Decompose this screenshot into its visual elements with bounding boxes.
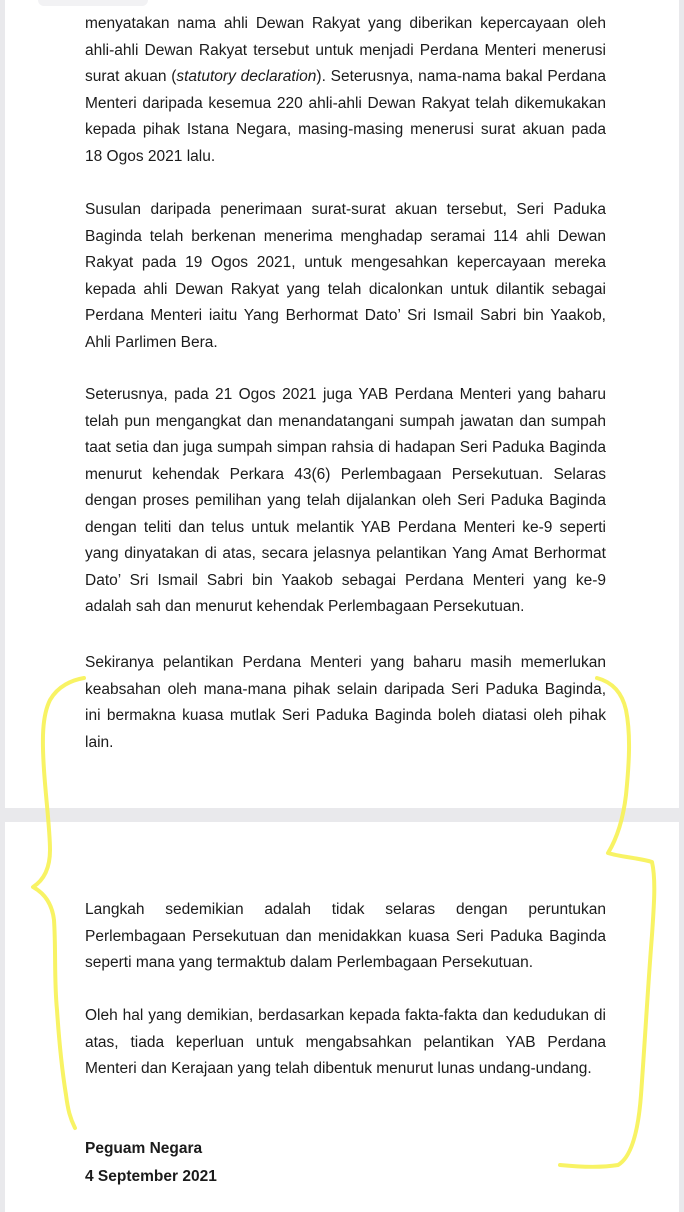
- paragraph-6: Oleh hal yang demikian, berdasarkan kepada fakta-fakta dan kedudukan di atas, tiada keperluan untuk mengabsahkan pelantikan YAB Perdana Menteri dan Kerajaan yang telah dibentuk menurut lunas undang-undang.: [85, 1007, 606, 1077]
- document-page-1: [5, 0, 679, 808]
- paragraph-1-text-b: ). Seterusnya, nama-nama bakal Perdana Menteri daripada kesemua 220 ahli-ahli Dewan Rakyat telah dikemukakan kepada pihak Istana Negara, masing-masing menerusi surat akuan pada 18 Ogos 2021 lalu.: [85, 68, 606, 165]
- paragraph-2: Susulan daripada penerimaan surat-surat akuan tersebut, Seri Paduka Baginda telah berkenan menerima menghadap seramai 114 ahli Dewan Rakyat pada 19 Ogos 2021, untuk mengesahkan kepercayaan mereka kepada ahli Dewan Rakyat yang telah dicalonkan untuk dilantik sebagai Perdana Menteri iaitu Yang Berhormat Dato’ Sri Ismail Sabri bin Yaakob, Ahli Parlimen Bera.: [85, 201, 606, 351]
- page-tab: [38, 0, 148, 6]
- paragraph-1: [85, 11, 606, 170]
- document-page-2: [5, 822, 679, 1212]
- paragraph-3: Seterusnya, pada 21 Ogos 2021 juga YAB Perdana Menteri yang baharu telah pun mengangkat dan menandatangani sumpah jawatan dan sumpah taat setia dan juga sumpah simpan rahsia di hadapan Seri Paduka Baginda menurut kehendak Perkara 43(6) Perlembagaan Persekutuan. Selaras dengan proses pemilihan yang telah dijalankan oleh Seri Paduka Baginda dengan teliti dan telus untuk melantik YAB Perdana Menteri ke-9 seperti yang dinyatakan di atas, secara jelasnya pelantikan Yang Amat Berhormat Dato’ Sri Ismail Sabri bin Yaakob sebagai Perdana Menteri yang ke-9 adalah sah dan menurut kehendak Perlembagaan Persekutuan.: [85, 386, 606, 615]
- paragraph-4: Sekiranya pelantikan Perdana Menteri yang baharu masih memerlukan keabsahan oleh mana-mana pihak selain daripada Seri Paduka Baginda, ini bermakna kuasa mutlak Seri Paduka Baginda boleh diatasi oleh pihak lain.: [85, 654, 606, 751]
- paragraph-5: Langkah sedemikian adalah tidak selaras dengan peruntukan Perlembagaan Persekutuan dan menidakkan kuasa Seri Paduka Baginda seperti mana yang termaktub dalam Perlembagaan Persekutuan.: [85, 901, 606, 971]
- paragraph-1-text-a: menyatakan nama ahli Dewan Rakyat yang diberikan kepercayaan oleh ahli-ahli Dewan Rakyat tersebut untuk menjadi Perdana Menteri menerusi surat akuan (: [85, 15, 606, 85]
- signature-name: Peguam Negara: [85, 1140, 203, 1157]
- signature-date: 4 September 2021: [85, 1168, 217, 1185]
- paragraph-1-italic: statutory declaration: [176, 68, 317, 85]
